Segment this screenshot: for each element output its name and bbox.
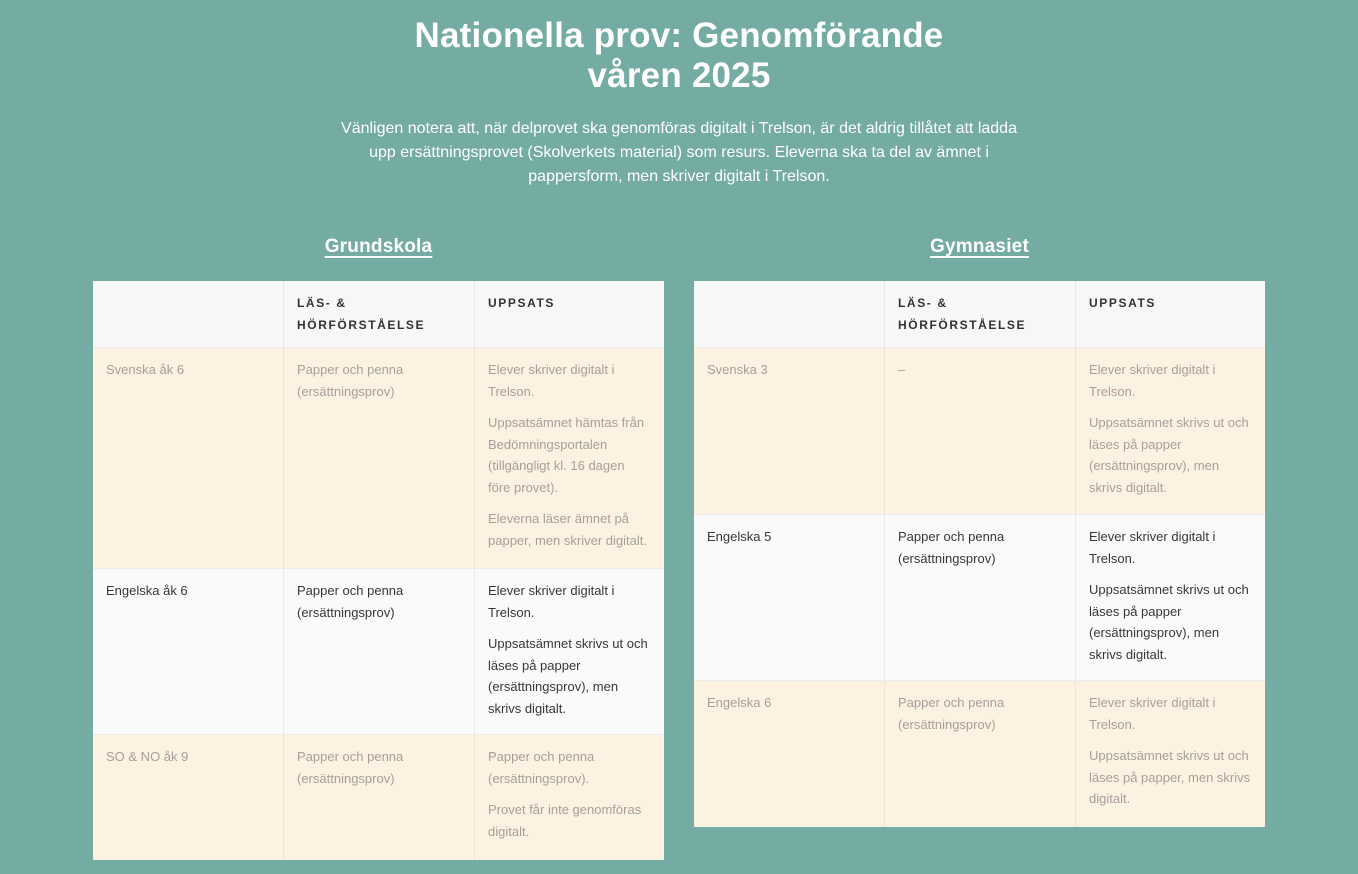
cell-paragraph: Provet får inte genomföras digitalt.	[488, 802, 642, 839]
grundskola-table	[93, 281, 664, 860]
header-cell-subject	[694, 281, 885, 348]
cell-paragraph: Uppsatsämnet skrivs ut och läses på papper, men skrivs digitalt.	[1089, 748, 1251, 806]
subject-cell	[93, 348, 284, 568]
cell-paragraph: Papper och penna (ersättningsprov)	[898, 695, 1005, 732]
subject-label: Engelska 6	[707, 695, 772, 710]
reading-cell	[284, 735, 475, 860]
cell-paragraph: Papper och penna (ersättningsprov)	[297, 749, 404, 786]
cell-paragraph: Uppsatsämnet hämtas från Bedömningsportalen (tillgängligt kl. 16 dagen före provet).	[488, 415, 645, 495]
cell-paragraph: Elever skriver digitalt i Trelson.	[1089, 362, 1216, 399]
page-title	[0, 16, 1358, 96]
essay-cell	[475, 348, 664, 568]
page-header	[0, 0, 1358, 189]
cell-paragraph: Uppsatsämnet skrivs ut och läses på papper (ersättningsprov), men skrivs digitalt.	[1089, 415, 1249, 495]
section-link-gymnasiet[interactable]: Gymnasiet	[930, 236, 1029, 257]
cell-paragraph: Elever skriver digitalt i Trelson.	[488, 583, 615, 620]
cell-paragraph: Elever skriver digitalt i Trelson.	[488, 362, 615, 399]
cell-paragraph: Papper och penna (ersättningsprov)	[898, 529, 1005, 566]
reading-cell	[885, 348, 1076, 514]
cell-paragraph: Uppsatsämnet skrivs ut och läses på papper (ersättningsprov), men skrivs digitalt.	[1089, 582, 1249, 662]
page-subtitle: Vänligen notera att, när delprovet ska genomföras digitalt i Trelson, är det aldrig tillåtet att ladda upp ersättningsprovet (Skolverkets material) som resurs. Eleverna ska ta del av ämnet i pappersform, men skriver digitalt i Trelson.	[341, 120, 1017, 185]
section-heading-wrap	[694, 236, 1265, 258]
reading-cell	[284, 569, 475, 734]
table-row	[694, 681, 1265, 827]
essay-cell	[475, 735, 664, 860]
cell-paragraph: Eleverna läser ämnet på papper, men skriver digitalt.	[488, 511, 647, 548]
section-gymnasiet	[694, 236, 1265, 860]
header-cell-reading: LÄS- & HÖRFÖRSTÅELSE	[885, 281, 1076, 348]
section-link-grundskola[interactable]: Grundskola	[324, 236, 433, 257]
table-row	[694, 348, 1265, 514]
cell-paragraph: Papper och penna (ersättningsprov)	[297, 362, 404, 399]
cell-paragraph: Elever skriver digitalt i Trelson.	[1089, 529, 1216, 566]
header-cell-reading: LÄS- & HÖRFÖRSTÅELSE	[284, 281, 475, 348]
essay-cell	[475, 569, 664, 734]
table-row	[93, 568, 664, 735]
essay-cell	[1076, 348, 1265, 514]
page-title-line1: Nationella prov: Genomförande	[414, 16, 944, 55]
essay-cell	[1076, 515, 1265, 680]
cell-paragraph: –	[898, 362, 906, 377]
header-cell-subject	[93, 281, 284, 348]
table-header-row	[694, 281, 1265, 348]
subject-label: Svenska 3	[707, 362, 768, 377]
subject-label: Svenska åk 6	[106, 362, 185, 377]
header-cell-essay: UPPSATS	[1076, 281, 1265, 348]
subject-label: SO & NO åk 9	[106, 749, 189, 764]
cell-paragraph: Papper och penna (ersättningsprov).	[488, 749, 595, 786]
subject-cell	[694, 681, 885, 827]
header-cell-essay: UPPSATS	[475, 281, 664, 348]
cell-paragraph: Papper och penna (ersättningsprov)	[297, 583, 404, 620]
subject-cell	[93, 735, 284, 860]
table-header-row	[93, 281, 664, 348]
essay-cell	[1076, 681, 1265, 827]
table-row	[694, 514, 1265, 681]
subject-label: Engelska åk 6	[106, 583, 188, 598]
gymnasiet-table	[694, 281, 1265, 827]
subject-cell	[694, 348, 885, 514]
table-row	[93, 735, 664, 860]
table-row	[93, 348, 664, 568]
section-grundskola	[93, 236, 664, 860]
subject-cell	[694, 515, 885, 680]
page-title-line2: våren 2025	[587, 56, 771, 95]
reading-cell	[885, 515, 1076, 680]
tables-area	[93, 236, 1265, 872]
subject-cell	[93, 569, 284, 734]
subject-label: Engelska 5	[707, 529, 772, 544]
cell-paragraph: Uppsatsämnet skrivs ut och läses på papper (ersättningsprov), men skrivs digitalt.	[488, 636, 648, 716]
section-heading-wrap	[93, 236, 664, 258]
cell-paragraph: Elever skriver digitalt i Trelson.	[1089, 695, 1216, 732]
reading-cell	[284, 348, 475, 568]
reading-cell	[885, 681, 1076, 827]
